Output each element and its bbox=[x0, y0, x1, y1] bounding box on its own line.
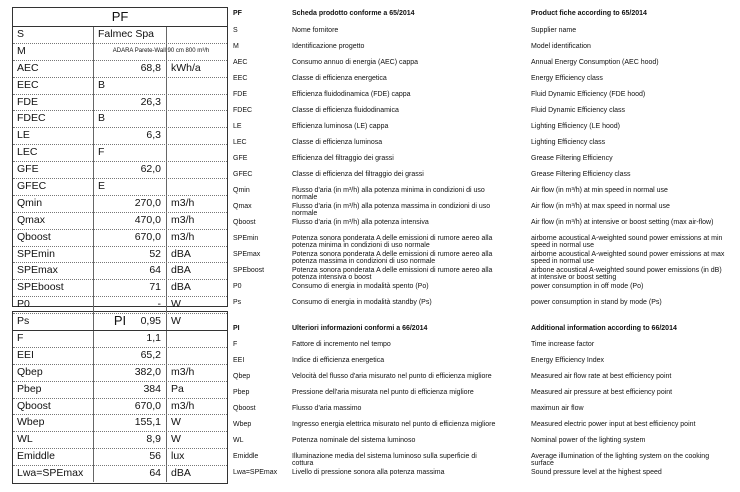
right_pf-it: Potenza sonora ponderata A delle emissioni di rumore aereo alla potenza minima in condizioni di uso normale bbox=[292, 234, 493, 249]
right_pf-it: Flusso d'aria (in m³/h) alla potenza massima in condizioni di uso normale bbox=[292, 202, 491, 217]
right_pi-en: Average illumination of the lighting system on the cooking surface bbox=[531, 452, 710, 467]
pf-unit: kWh/a bbox=[171, 61, 201, 74]
pi-table bbox=[12, 311, 228, 484]
right_pi-key: Wbep bbox=[233, 420, 252, 428]
pi-unit: Pa bbox=[171, 382, 184, 395]
pf-value: 26,3 bbox=[140, 95, 161, 108]
right_pi-en: Time increase factor bbox=[531, 340, 595, 348]
right_pi-it: Ingresso energia elettrica misurato nel punto di efficienza migliore bbox=[292, 420, 496, 428]
right_pi-en: Measured air pressure at best efficiency point bbox=[531, 388, 673, 396]
pi-unit: W bbox=[171, 433, 181, 446]
right_pi-header-key: PI bbox=[233, 324, 240, 332]
pf-value: 71 bbox=[149, 281, 161, 294]
pf-row bbox=[13, 95, 227, 112]
right_pf-key: M bbox=[233, 42, 239, 50]
right_pf-key: AEC bbox=[233, 58, 248, 66]
pf-key: EEC bbox=[17, 78, 39, 91]
pf-value: Falmec Spa bbox=[98, 28, 155, 40]
pi-value: 670,0 bbox=[134, 399, 161, 412]
right_pi-it: Flusso d'aria massimo bbox=[292, 404, 362, 412]
right_pf-it: Classe di efficienza luminosa bbox=[292, 138, 383, 146]
pf-unit: dBA bbox=[171, 264, 191, 277]
pf-key: SPEboost bbox=[17, 281, 64, 294]
pf-key: P0 bbox=[17, 298, 30, 311]
pf-value: 0,95 bbox=[140, 315, 161, 328]
pf-value: 470,0 bbox=[134, 213, 161, 226]
pi-key: Wbep bbox=[17, 416, 45, 429]
pf-key: GFEC bbox=[17, 180, 47, 193]
right_pi-en: maximun air flow bbox=[531, 404, 584, 412]
right_pf-it: Classe di efficienza fluidodinamica bbox=[292, 106, 399, 114]
pf-key: SPEmin bbox=[17, 247, 55, 260]
pi-key: WL bbox=[17, 433, 33, 446]
pi-row bbox=[13, 331, 227, 348]
pf-row bbox=[13, 111, 227, 128]
right_pf-it: Flusso d'aria (in m³/h) alla potenza intensiva bbox=[292, 218, 429, 226]
right_pi-key: Qbep bbox=[233, 372, 251, 380]
right_pi-it: Livello di pressione sonora alla potenza massima bbox=[292, 468, 445, 476]
right_pf-key: LE bbox=[233, 122, 242, 130]
pi-row bbox=[13, 399, 227, 416]
right_pf-it: Classe di efficienza energetica bbox=[292, 74, 387, 82]
right_pf-it: Consumo di energia in modalità spento (Po) bbox=[292, 282, 429, 290]
pf-key: Ps bbox=[17, 315, 30, 328]
right_pf-key: Qmax bbox=[233, 202, 252, 210]
pf-row bbox=[13, 280, 227, 297]
pf-unit: m3/h bbox=[171, 196, 195, 209]
pi-unit: lux bbox=[171, 450, 185, 463]
pf-key: M bbox=[17, 44, 26, 57]
right_pi-header-it: Ulteriori informazioni conformi a 66/2014 bbox=[292, 324, 428, 332]
pf-key: Qmin bbox=[17, 196, 43, 209]
pf-key: FDEC bbox=[17, 112, 46, 125]
pf-row bbox=[13, 297, 227, 314]
right_pf-key: LEC bbox=[233, 138, 247, 146]
pf-row bbox=[13, 162, 227, 179]
right_pf-en: power consumption in stand by mode (Ps) bbox=[531, 298, 662, 306]
pi-value: 65,2 bbox=[140, 348, 161, 361]
pf-key: AEC bbox=[17, 61, 39, 74]
right_pi-en: Energy Efficiency Index bbox=[531, 356, 605, 364]
pi-key: EEI bbox=[17, 348, 34, 361]
pi-value: 155,1 bbox=[134, 416, 161, 429]
pf-row bbox=[13, 230, 227, 247]
right_pf-key: SPEboost bbox=[233, 266, 265, 274]
pi-unit: m3/h bbox=[171, 365, 195, 378]
right_pf-en: Fluid Dynamic Efficiency class bbox=[531, 106, 626, 114]
pf-unit: W bbox=[171, 298, 181, 311]
pi-key: Pbep bbox=[17, 382, 42, 395]
pf-key: Qmax bbox=[17, 213, 46, 226]
right_pf-en: Air flow (in m³/h) at max speed in normal use bbox=[531, 202, 670, 210]
right_pf-en: Energy Efficiency class bbox=[531, 74, 603, 82]
pf-unit: dBA bbox=[171, 247, 191, 260]
pf-value: ADARA Parete-Wall 90 cm 800 m³/h bbox=[112, 47, 210, 54]
right_pf-it: Potenza sonora ponderata A delle emissioni di rumore aereo alla potenza intensiva o boost bbox=[292, 266, 493, 281]
right_pf-key: Ps bbox=[233, 298, 242, 306]
pi-unit: m3/h bbox=[171, 399, 195, 412]
right_pi-key: Pbep bbox=[233, 388, 250, 396]
right_pf-en: Lighting Efficiency (LE hood) bbox=[531, 122, 620, 130]
pi-unit: dBA bbox=[171, 467, 191, 480]
pf-row bbox=[13, 44, 227, 61]
right_pf-key: Qboost bbox=[233, 218, 256, 226]
pf-value: 52 bbox=[149, 247, 161, 260]
pi-value: 382,0 bbox=[134, 365, 161, 378]
pi-key: Emiddle bbox=[17, 450, 55, 463]
right_pf-it: Efficienza luminosa (LE) cappa bbox=[292, 122, 389, 130]
pi-value: 384 bbox=[143, 382, 161, 395]
right_pf-key: EEC bbox=[233, 74, 248, 82]
pi-key: Qboost bbox=[17, 399, 51, 412]
right_pi-key: WL bbox=[233, 436, 244, 444]
pf-unit: m3/h bbox=[171, 230, 195, 243]
pf-row bbox=[13, 196, 227, 213]
right_pf-en: Annual Energy Consumption (AEC hood) bbox=[531, 58, 659, 66]
right_pf-en: airborne acoustical A-weighted sound power emissions at max speed in normal use bbox=[531, 250, 725, 265]
pf-value: B bbox=[98, 112, 106, 125]
right_pi-en: Sound pressure level at the highest speed bbox=[531, 468, 662, 476]
pf-value: 670,0 bbox=[134, 230, 161, 243]
pf-key: LEC bbox=[17, 146, 38, 159]
pi-value: 56 bbox=[149, 450, 161, 463]
right_pf-en: Model identification bbox=[531, 42, 591, 50]
pi-unit: W bbox=[171, 416, 181, 429]
right_pf-key: P0 bbox=[233, 282, 242, 290]
right_pi-en: Measured air flow rate at best efficiency point bbox=[531, 372, 672, 380]
right_pi-key: Emiddle bbox=[233, 452, 259, 460]
pf-row bbox=[13, 78, 227, 95]
pf-key: SPEmax bbox=[17, 264, 58, 277]
right_pf-key: FDEC bbox=[233, 106, 253, 114]
right_pf-en: Grease Filtering Efficiency class bbox=[531, 170, 631, 178]
right_pf-it: Efficienza fluidodinamica (FDE) cappa bbox=[292, 90, 411, 98]
pf-value: 270,0 bbox=[134, 196, 161, 209]
pi-row bbox=[13, 466, 227, 482]
pi-grid bbox=[13, 331, 227, 482]
right_pf-it: Efficienza del filtraggio dei grassi bbox=[292, 154, 394, 162]
pf-unit: W bbox=[171, 315, 181, 328]
right_pi-header-en: Additional information according to 66/2014 bbox=[531, 324, 677, 332]
right_pi-key: Qboost bbox=[233, 404, 256, 412]
right_pf-it: Identificazione progetto bbox=[292, 42, 365, 50]
pf-value: F bbox=[98, 146, 105, 159]
right_pf-header-key: PF bbox=[233, 10, 242, 17]
pf-value: 62,0 bbox=[140, 163, 161, 176]
pi-key: F bbox=[17, 332, 24, 344]
pf-key: S bbox=[17, 28, 25, 40]
right_pi-it: Illuminazione media del sistema luminoso sulla superficie di cottura bbox=[292, 452, 477, 467]
pf-row bbox=[13, 247, 227, 264]
right_pi-it: Pressione dell'aria misurata nel punto di efficienza migliore bbox=[292, 388, 474, 396]
pf-row bbox=[13, 128, 227, 145]
right_pi-en: Nominal power of the lighting system bbox=[531, 436, 646, 444]
pf-value: - bbox=[157, 298, 161, 311]
pi-key: Lwa=SPEmax bbox=[17, 467, 84, 480]
right_pf-it: Nome fornitore bbox=[292, 26, 339, 34]
right_pf-it: Classe di efficienza del filtraggio dei grassi bbox=[292, 170, 424, 178]
right_pf-key: FDE bbox=[233, 90, 247, 98]
right_pi-key: F bbox=[233, 340, 238, 348]
right_pf-en: Fluid Dynamic Efficiency (FDE hood) bbox=[531, 90, 646, 98]
pf-value: B bbox=[98, 78, 106, 91]
right_pf-key: S bbox=[233, 26, 238, 34]
pf-grid bbox=[13, 27, 227, 330]
pf-key: Qboost bbox=[17, 230, 51, 243]
right_pi-key: Lwa=SPEmax bbox=[233, 468, 278, 476]
right_pf-key: Qmin bbox=[233, 186, 250, 194]
pi-row bbox=[13, 365, 227, 382]
right_pf-en: Air flow (in m³/h) at intensive or boost setting (max air-flow) bbox=[531, 218, 714, 226]
right_pf-en: airborne acoustical A-weighted sound power emissions at min speed in normal use bbox=[531, 234, 723, 249]
pf-key: GFE bbox=[17, 163, 39, 176]
pi-row bbox=[13, 449, 227, 466]
pf-unit: m3/h bbox=[171, 213, 195, 226]
pi-value: 64 bbox=[149, 467, 161, 480]
right_pf-en: Lighting Efficiency class bbox=[531, 138, 606, 146]
right_pi-it: Potenza nominale del sistema luminoso bbox=[292, 436, 416, 444]
right_pf-key: SPEmin bbox=[233, 234, 259, 242]
right_pf-en: Supplier name bbox=[531, 26, 577, 34]
pf-row bbox=[13, 61, 227, 78]
pf-value: 6,3 bbox=[146, 129, 161, 142]
right_pf-it: Consumo annuo di energia (AEC) cappa bbox=[292, 58, 419, 66]
right_pf-en: airbone acoustical A-weighted sound power emissions (in dB) at intensive or boost setting bbox=[531, 266, 722, 281]
pi-row bbox=[13, 382, 227, 399]
pf-row bbox=[13, 145, 227, 162]
pf-value: 68,8 bbox=[140, 61, 161, 74]
pf-value: 64 bbox=[149, 264, 161, 277]
pf-unit: dBA bbox=[171, 281, 191, 294]
right_pi-en: Measured electric power input at best efficiency point bbox=[531, 420, 696, 428]
right_pf-en: power consumption in off mode (Po) bbox=[531, 282, 644, 290]
pf-title: PF bbox=[13, 8, 227, 27]
right_pi-key: EEI bbox=[233, 356, 245, 364]
right_pf-en: Air flow (in m³/h) at min speed in normal use bbox=[531, 186, 668, 194]
right_pi-it: Indice di efficienza energetica bbox=[292, 356, 385, 364]
left-tables bbox=[12, 7, 228, 484]
right_pi-it: Fattore di incremento nel tempo bbox=[292, 340, 391, 348]
pf-row bbox=[13, 263, 227, 280]
right_pf-key: GFEC bbox=[233, 170, 253, 178]
pf-key: LE bbox=[17, 129, 30, 142]
right_pf-it: Flusso d'aria (in m³/h) alla potenza minima in condizioni di uso normale bbox=[292, 186, 485, 201]
pi-value: 8,9 bbox=[146, 433, 161, 446]
right_pf-it: Potenza sonora ponderata A delle emissioni di rumore aereo alla potenza massima in condizioni di uso normale bbox=[292, 250, 493, 265]
pf-row bbox=[13, 314, 227, 330]
pi-key: Qbep bbox=[17, 365, 43, 378]
pi-row bbox=[13, 348, 227, 365]
pi-title: PI bbox=[13, 312, 227, 331]
right_pi-it: Velocità del flusso d'aria misurato nel punto di efficienza migliore bbox=[292, 372, 492, 380]
right_pf-header-en: Product fiche according to 65/2014 bbox=[531, 10, 647, 17]
pf-value: E bbox=[98, 180, 106, 193]
pf-key: FDE bbox=[17, 95, 38, 108]
right_pf-en: Grease Filtering Efficiency bbox=[531, 154, 613, 162]
pi-value: 1,1 bbox=[146, 332, 161, 344]
pf-row bbox=[13, 179, 227, 196]
right_pf-header-it: Scheda prodotto conforme a 65/2014 bbox=[292, 10, 415, 17]
pi-row bbox=[13, 415, 227, 432]
pf-row bbox=[13, 27, 227, 44]
right_pf-key: SPEmax bbox=[233, 250, 261, 258]
pi-row bbox=[13, 432, 227, 449]
pf-row bbox=[13, 213, 227, 230]
right_pf-key: GFE bbox=[233, 154, 248, 162]
right_pf-it: Consumo di energia in modalità standby (Ps) bbox=[292, 298, 432, 306]
